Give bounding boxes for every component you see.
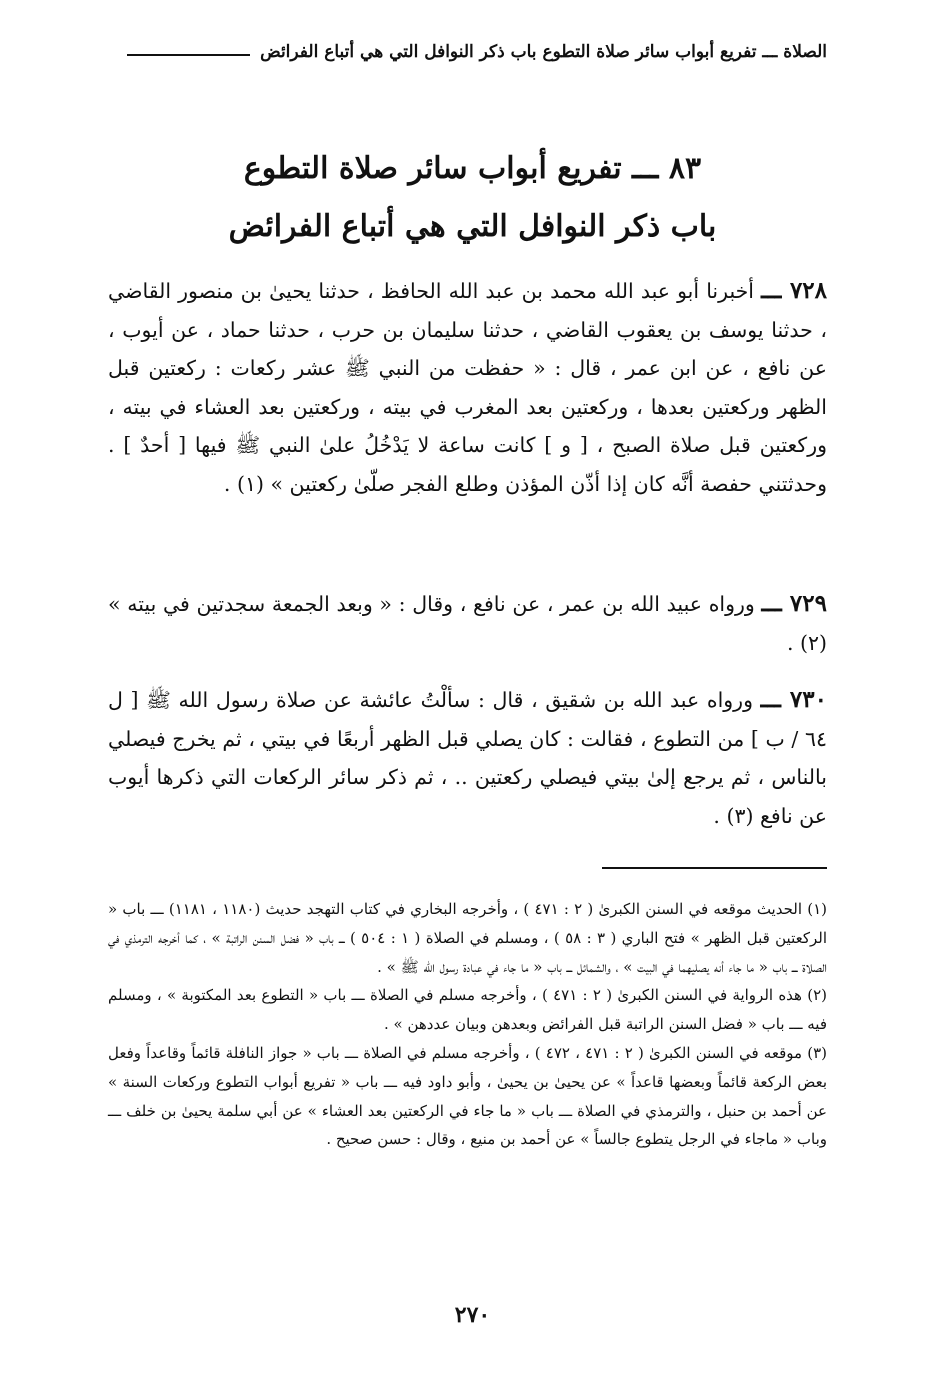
page-number: ٢٧٠ bbox=[454, 1302, 491, 1328]
footnote-3: (٣) موقعه في السنن الكبرىٰ ( ٢ : ٤٧١ ، ٤٧٢ ) ، وأخرجه مسلم في الصلاة ـــ باب « جواز النافلة قائماً وقاعداً وفعل بعض الركعة قائماً وبعضها قاعداً » عن يحيىٰ بن يحيىٰ ، وأبو داود فيه ـــ باب « تفريع أبواب التطوع وركعات السنة » عن أحمد بن حنبل ، والترمذي في الصلاة ـــ باب « ما جاء في الركعتين بعد العشاء » عن أبي سلمة يحيىٰ بن خلف ـــ وباب « ماجاء في الرجل يتطوع جالساً » عن أحمد بن منيع ، وقال : حسن صحيح . bbox=[108, 1043, 827, 1149]
hadith-728 bbox=[108, 272, 827, 503]
running-head-text: الصلاة ـــ تفريع أبواب سائر صلاة التطوع باب ذكر النوافل التي هي أتباع الفرائض bbox=[260, 42, 827, 62]
footnote-2: (٢) هذه الرواية في السنن الكبرىٰ ( ٢ : ٤٧١ ) ، وأخرجه مسلم في الصلاة ـــ باب « التطوع بعد المكتوبة » ، ومسلم فيه ـــ باب « فضل السنن الراتبة قبل الفرائض وبعدهن وبيان عددهن » . bbox=[108, 986, 827, 1034]
running-head-rule bbox=[127, 54, 250, 56]
chapter-title bbox=[110, 140, 835, 256]
chapter-title-line-2: باب ذكر النوافل التي هي أتباع الفرائض bbox=[228, 209, 717, 244]
hadith-text: أخبرنا أبو عبد الله محمد بن عبد الله الحافظ ، حدثنا يحيىٰ بن منصور القاضي ، حدثنا يوسف بن يعقوب القاضي ، حدثنا سليمان بن حرب ، حدثنا حماد ، عن أيوب ، عن نافع ، عن ابن عمر ، قال : « حفظت من النبي ﷺ عشر ركعات : ركعتين قبل الظهر وركعتين بعدها ، وركعتين بعد المغرب في بيته ، وركعتين بعد العشاء في بيته ، وركعتين قبل صلاة الصبح ، [ و ] كانت ساعة لا يَدْخُلُ علىٰ النبي ﷺ فيها [ أحدٌ ] . وحدثتني حفصة أنَّه كان إذا أذّن المؤذن وطلع الفجر صلّىٰ ركعتين » (١) . bbox=[108, 279, 827, 496]
running-head bbox=[127, 42, 827, 62]
hadith-text: ورواه عبد الله بن شقيق ، قال : سألْتُ عائشة عن صلاة رسول الله ﷺ [ ل ٦٤ / ب ] من التطوع ، فقالت : كان يصلي قبل الظهر أربعًا في بيتي ، ثم يخرج فيصلي بالناس ، ثم يرجع إلىٰ بيتي فيصلي ركعتين .. ، ثم ذكر سائر الركعات التي ذكرها أيوب عن نافع (٣) . bbox=[108, 688, 827, 828]
hadith-729 bbox=[108, 585, 827, 662]
hadith-number: ٧٢٩ ـــ bbox=[761, 590, 827, 617]
hadith-number: ٧٢٨ ـــ bbox=[761, 277, 827, 304]
footnote-separator bbox=[602, 867, 827, 869]
hadith-text: ورواه عبيد الله بن عمر ، عن نافع ، وقال : « وبعد الجمعة سجدتين في بيته » (٢) . bbox=[108, 592, 827, 655]
hadith-number: ٧٣٠ ـــ bbox=[760, 686, 827, 713]
chapter-title-line-1: ٨٣ ـــ تفريع أبواب سائر صلاة التطوع bbox=[243, 151, 702, 186]
footnote-1: (١) الحديث موقعه في السنن الكبرىٰ ( ٢ : ٤٧١ ) ، وأخرجه البخاري في كتاب التهجد حديث (١١٨٠ ، ١١٨١) ـــ باب « الركعتين قبل الظهر » فتح الباري ( ٣ : ٥٨ ) ، ومسلم في الصلاة ( ١ : ٥٠٤ ) ـــ باب « فضل السنن الراتبة » ، كما أخرجه الترمذي في الصلاة ـــ باب « ما جاء أنه يصليهما في البيت » ، والشمائل ـــ باب « ما جاء في عبادة رسول الله ﷺ » . bbox=[108, 900, 828, 976]
hadith-730 bbox=[108, 681, 827, 835]
footnotes bbox=[108, 895, 827, 1154]
